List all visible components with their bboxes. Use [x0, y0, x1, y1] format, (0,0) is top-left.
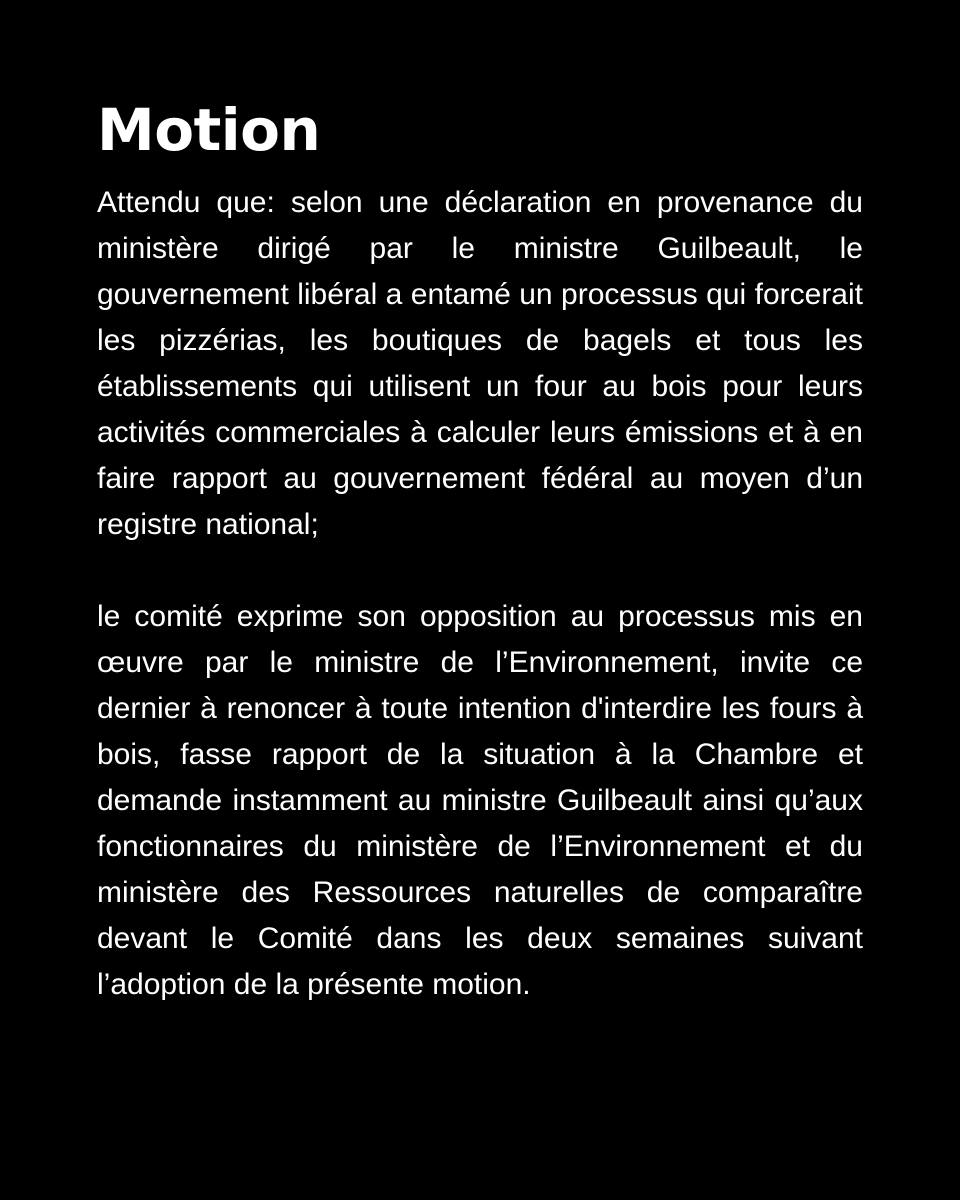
motion-content	[97, 98, 863, 1008]
motion-paragraph-resolution: le comité exprime son opposition au processus mis en œuvre par le ministre de l’Environnement, invite ce dernier à renoncer à toute intention d'interdire les fours à bois, fasse rapport de la situation à la Chambre et demande instamment au ministre Guilbeault ainsi qu’aux fonctionnaires du ministère de l’Environnement et du ministère des Ressources naturelles de comparaître devant le Comité dans les deux semaines suivant l’adoption de la présente motion.	[97, 600, 863, 1001]
motion-paragraph-preamble: Attendu que: selon une déclaration en provenance du ministère dirigé par le ministre Guilbeault, le gouvernement libéral a entamé un processus qui forcerait les pizzérias, les boutiques de bagels et tous les établissements qui utilisent un four au bois pour leurs activités commerciales à calculer leurs émissions et à en faire rapport au gouvernement fédéral au moyen d’un registre national;	[97, 186, 863, 541]
motion-title: Motion	[97, 96, 321, 164]
